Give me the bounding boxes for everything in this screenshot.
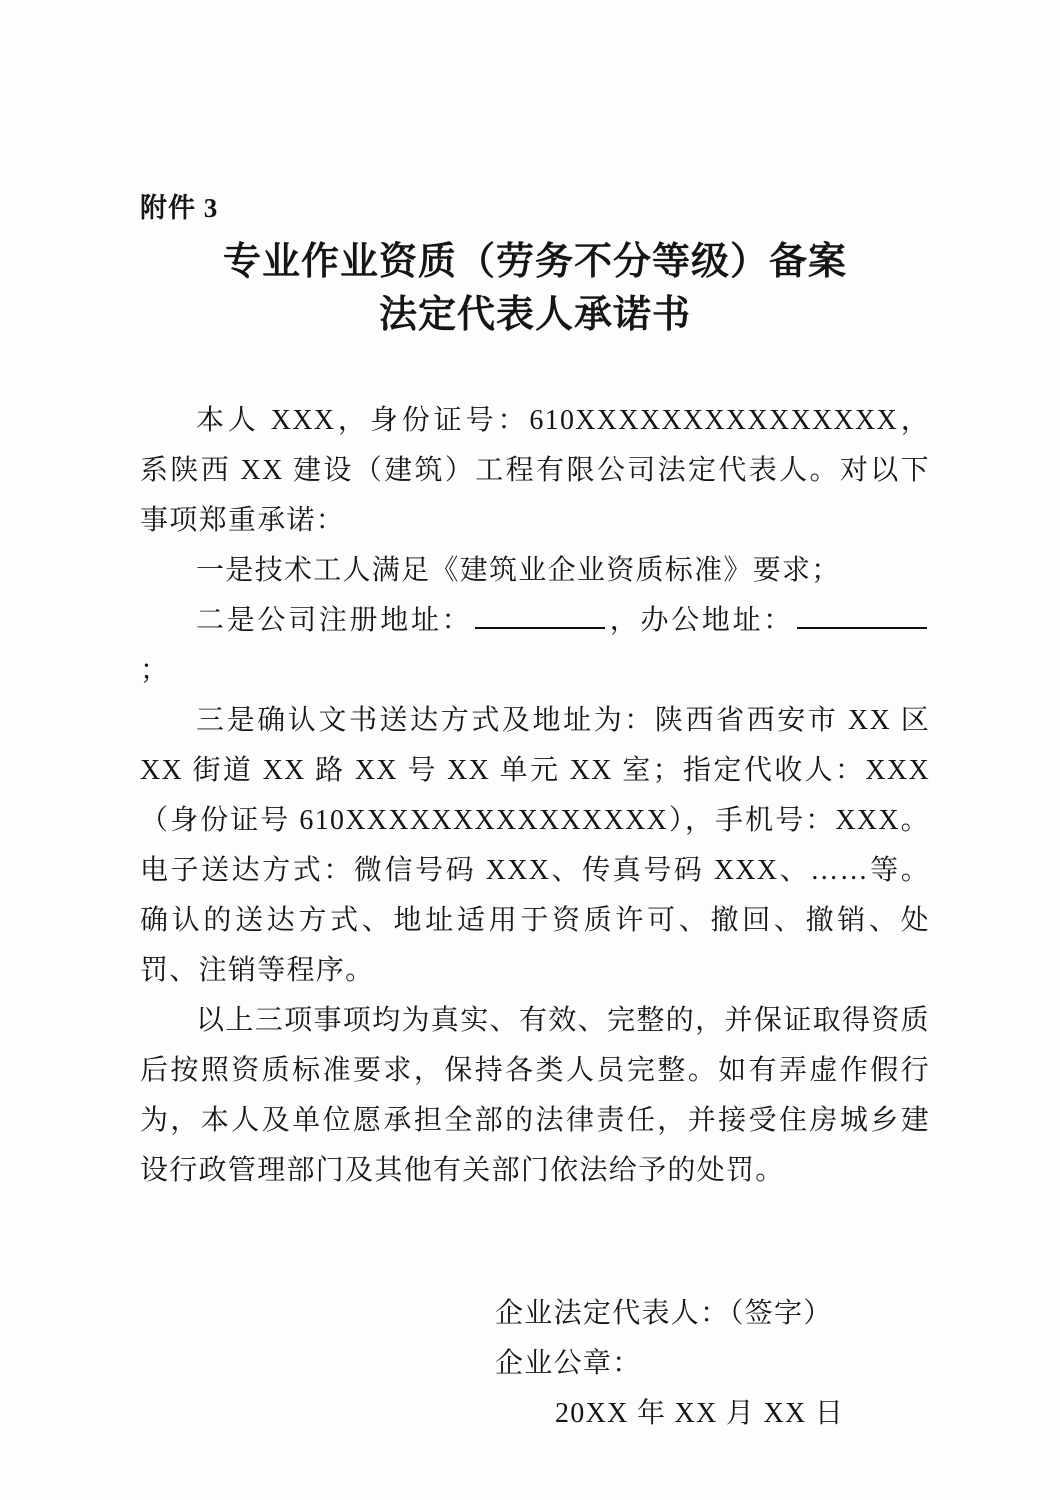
commitment-item-2 — [140, 596, 930, 696]
company-seal-line: 企业公章： — [495, 1348, 642, 1379]
paragraph-closing: 以上三项事项均为真实、有效、完整的，并保证取得资质后按照资质标准要求，保持各类人员完整。如有弄虚作假行为，本人及单位愿承担全部的法律责任，并接受住房城乡建设行政管理部门及其他有关部门依法给予的处罚。 — [140, 1005, 930, 1186]
paragraph-intro: 本人 XXX，身份证号：610XXXXXXXXXXXXXXX，系陕西 XX 建设（建筑）工程有限公司法定代表人。对以下事项郑重承诺： — [140, 405, 930, 536]
blank-underline-office-address — [797, 600, 927, 629]
title-line-1: 专业作业资质（劳务不分等级）备案 — [222, 241, 847, 283]
commitment-item-1: 一是技术工人满足《建筑业企业资质标准》要求； — [196, 555, 841, 586]
legal-representative-signature-line: 企业法定代表人：（签字） — [495, 1298, 833, 1329]
document-body — [140, 396, 930, 1196]
date-line: 20XX 年 XX 月 XX 日 — [555, 1398, 845, 1429]
item2-text-office-address: ，办公地址： — [608, 605, 794, 636]
title-line-2: 法定代表人承诺书 — [378, 294, 691, 336]
item2-text-semicolon: ； — [140, 655, 170, 686]
signature-block — [495, 1289, 930, 1439]
item2-text-registered-address: 二是公司注册地址： — [196, 605, 473, 636]
document-title — [140, 236, 930, 342]
blank-underline-registered-address — [475, 600, 605, 629]
document-content — [140, 190, 930, 1439]
commitment-item-3: 三是确认文书送达方式及地址为：陕西省西安市 XX 区 XX 街道 XX 路 XX 号 XX 单元 XX 室；指定代收人：XXX（身份证号 610XXXXXXXXXXXXXXX），手机号：XXX。电子送达方式：微信号码 XXX、传真号码 XXX、……等。确认的送达方式、地址适用于资质许可、撤回、撤销、处罚、注销等程序。 — [140, 705, 930, 986]
attachment-label: 附件 3 — [140, 193, 219, 223]
